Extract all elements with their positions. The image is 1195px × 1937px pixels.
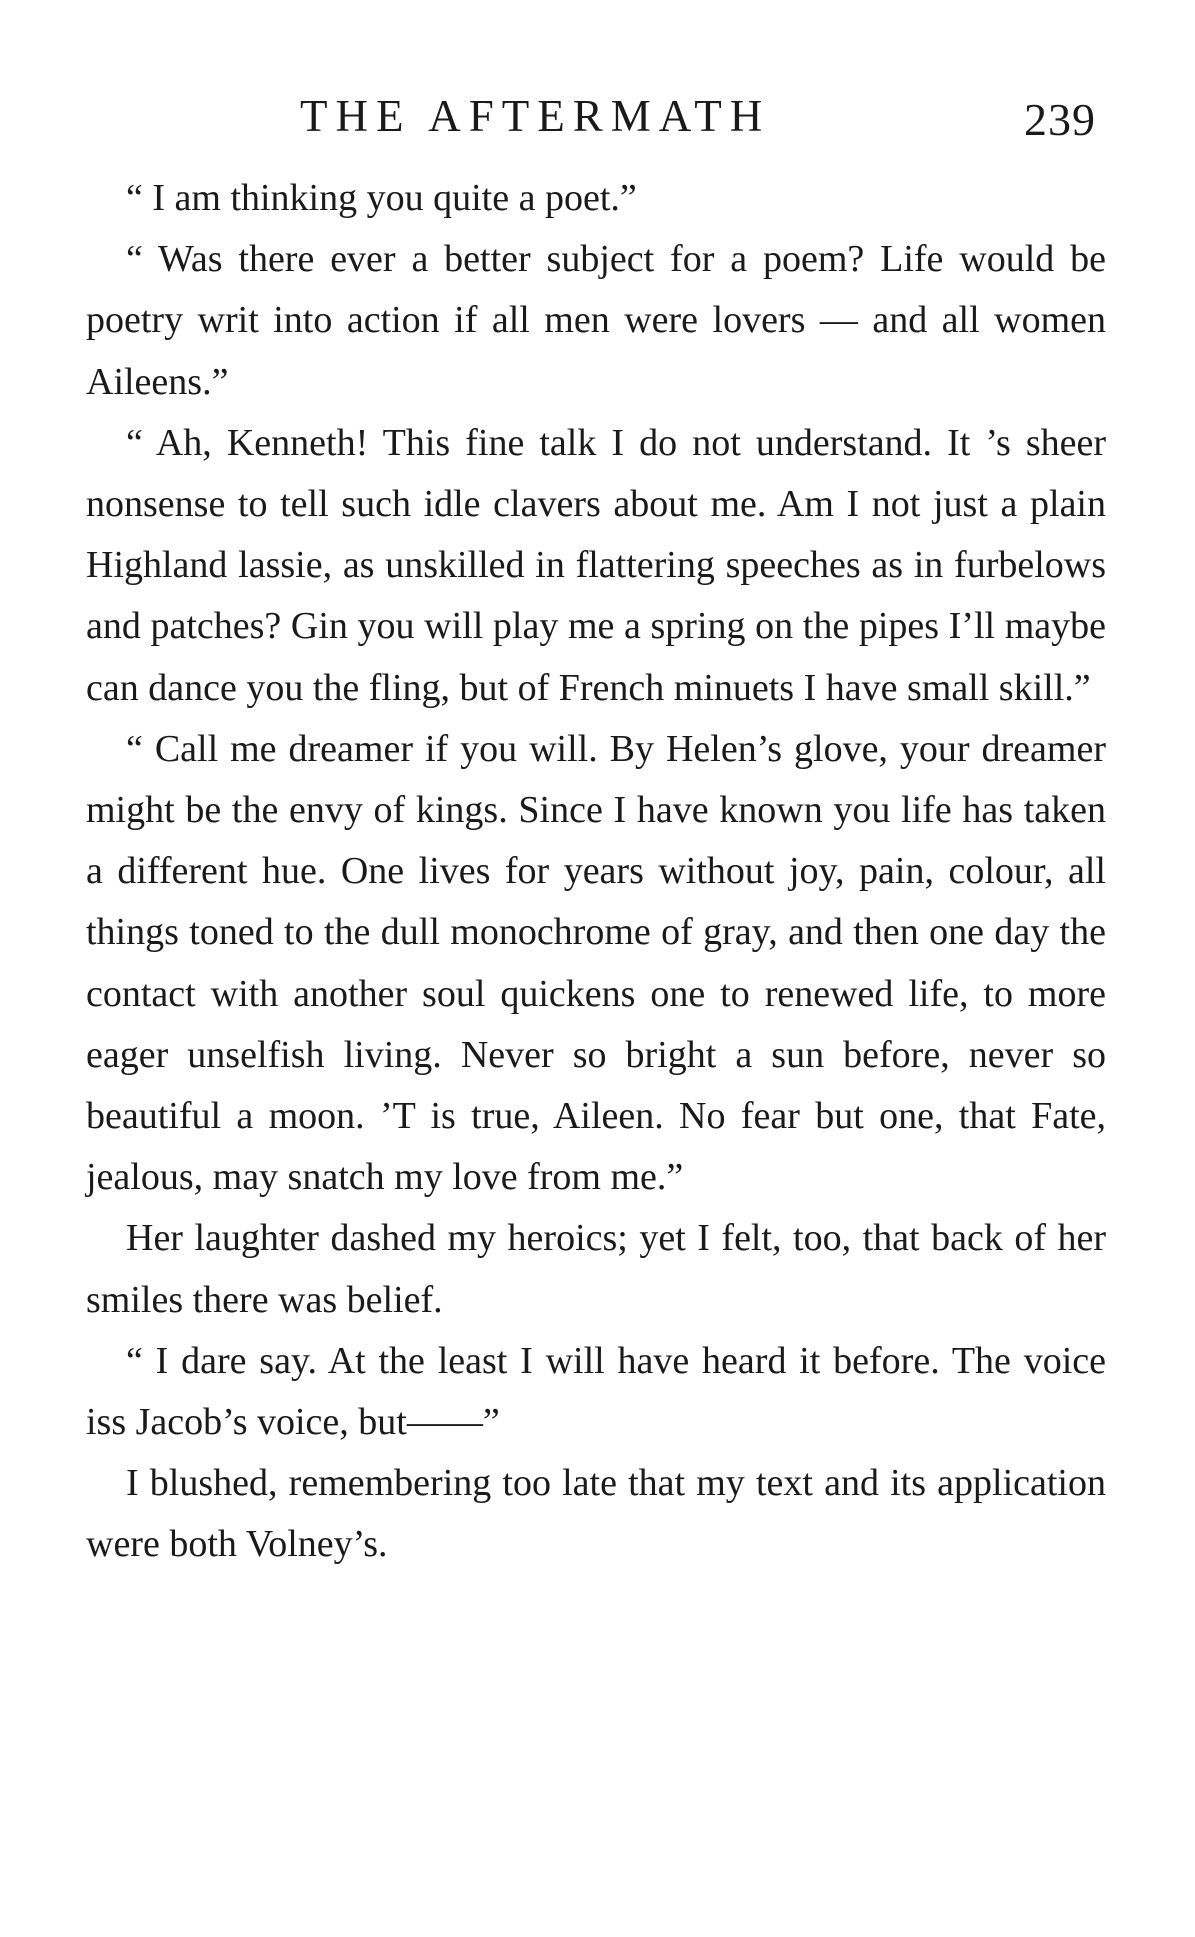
paragraph: I blushed, remembering too late that my text and its application were both Volney’s. (86, 1462, 1106, 1566)
paragraph: “ Call me dreamer if you will. By Helen’s glove, your dreamer might be the envy of kings. Since I have known you life has taken a different hue. One lives for years without joy, pain, colour, all things toned to the dull monochrome of gray, and then one day the contact with another soul quickens one to renewed life, to more eager unselfish living. Never so bright a sun before, never so beautiful a moon. ’T is true, Aileen. No fear but one, that Fate, jealous, may snatch my love from me.” (86, 727, 1106, 1199)
paragraph: “ I dare say. At the least I will have heard it before. The voice iss Jacob’s voice, but——” (86, 1339, 1106, 1444)
paragraph: “ Ah, Kenneth! This fine talk I do not understand. It ’s sheer nonsense to tell such idle clavers about me. Am I not just a plain Highland lassie, as unskilled in flattering speeches as in furbelows and patches? Gin you will play me a spring on the pipes I’ll maybe can dance you the fling, but of French minuets I have small skill.” (86, 421, 1106, 709)
running-title: THE AFTERMATH (300, 91, 771, 141)
paragraph: “ I am thinking you quite a poet.” (126, 177, 637, 219)
paragraph: “ Was there ever a better subject for a poem? Life would be poetry writ into action if all men were lovers — and all women Aileens.” (86, 238, 1106, 403)
body-text (86, 168, 1106, 1576)
running-head (88, 86, 1108, 146)
paragraph: Her laughter dashed my heroics; yet I felt, too, that back of her smiles there was belief. (86, 1217, 1106, 1321)
page-number: 239 (1024, 94, 1096, 145)
